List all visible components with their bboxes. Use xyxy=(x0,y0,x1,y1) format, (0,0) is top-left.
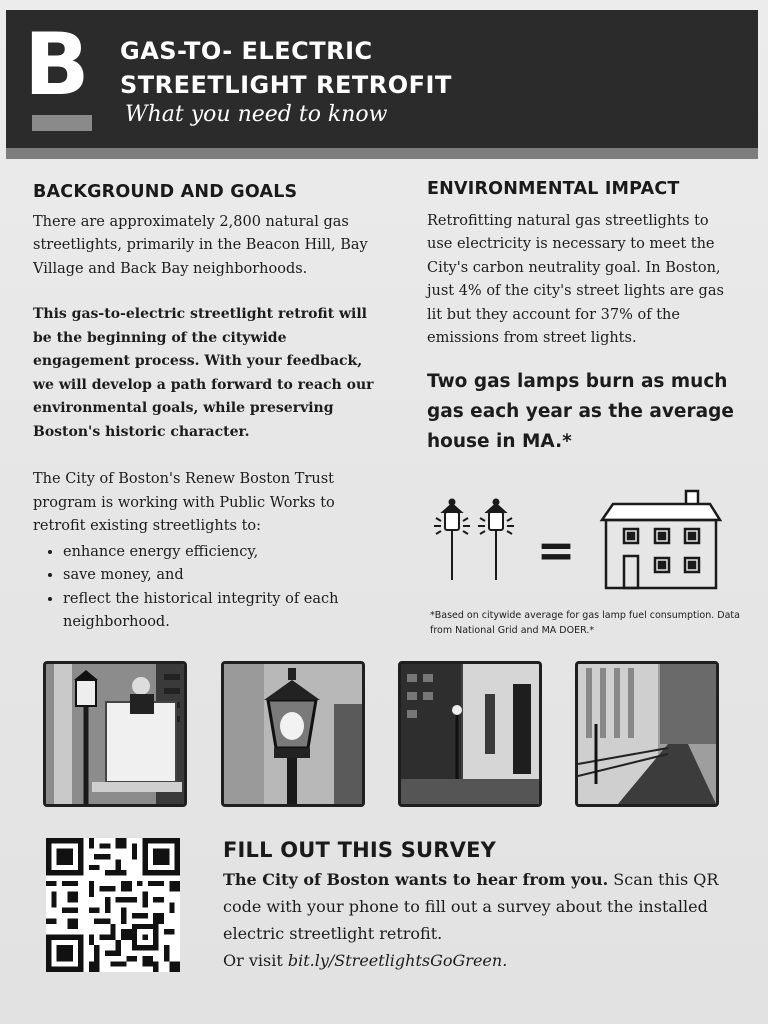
photo-sidewalk xyxy=(575,661,719,807)
list-item: • enhance energy efficiency, xyxy=(63,541,383,565)
photo-worker-bucket-lift xyxy=(43,661,187,807)
survey-text xyxy=(223,866,743,974)
gas-lamp-statement: Two gas lamps burn as much gas each year as the average house in MA.* xyxy=(427,370,734,452)
list-item: • reflect the historical integrity of each neighborhood. xyxy=(63,588,383,635)
house-icon xyxy=(602,491,720,588)
background-heading: BACKGROUND AND GOALS xyxy=(33,182,298,202)
title-line-1: GAS-TO- ELECTRIC xyxy=(120,37,373,65)
gas-lamp-icon xyxy=(434,500,470,581)
survey-instructions: Scan this QR code with your phone to fill out a survey about the installed electric streetlight retrofit. xyxy=(223,870,719,943)
background-para-1: There are approximately 2,800 natural gas streetlights, primarily in the Beacon Hill, Bay Village and Back Bay neighborhoods. xyxy=(33,213,368,277)
lamps-equals-house-illustration xyxy=(428,488,728,598)
survey-qr-code[interactable] xyxy=(46,838,180,972)
gas-lamp-icon xyxy=(478,500,514,581)
survey-heading: FILL OUT THIS SURVEY xyxy=(223,838,497,862)
title-line-2: STREETLIGHT RETROFIT xyxy=(120,71,452,99)
environment-para: Retrofitting natural gas streetlights to use electricity is necessary to meet the City's carbon neutrality goal. In Boston, just 4% of the city's street lights are gas lit but they account for 37% of the emissions from street lights. xyxy=(427,212,724,346)
survey-lead: The City of Boston wants to hear from you. xyxy=(223,870,609,889)
environment-section xyxy=(427,178,737,457)
goals-list xyxy=(33,541,383,635)
logo-bar xyxy=(32,115,92,131)
background-para-2: This gas-to-electric streetlight retrofit will be the beginning of the citywide engagement process. With your feedback, we will develop a path forward to reach our environmental goals, while preserving Boston's historic character. xyxy=(33,306,374,440)
environment-heading: ENVIRONMENTAL IMPACT xyxy=(427,179,680,199)
boston-logo: B xyxy=(24,15,90,115)
background-section xyxy=(33,181,383,635)
list-item: • save money, and xyxy=(63,564,383,588)
footnote: *Based on citywide average for gas lamp fuel consumption. Data from National Grid and MA DOER.* xyxy=(430,610,740,636)
header-stripe xyxy=(6,148,758,159)
background-para-3: The City of Boston's Renew Boston Trust program is working with Public Works to retrofit existing streetlights to: xyxy=(33,471,335,534)
survey-section xyxy=(223,838,743,974)
equals-sign: = xyxy=(536,523,576,577)
survey-link[interactable]: bit.ly/StreetlightsGoGreen. xyxy=(287,951,508,970)
page-title xyxy=(120,34,740,102)
photo-street-scene xyxy=(398,661,542,807)
visit-prefix: Or visit xyxy=(223,951,283,970)
photo-gas-lantern xyxy=(221,661,365,807)
page-subtitle: What you need to know xyxy=(125,102,388,127)
